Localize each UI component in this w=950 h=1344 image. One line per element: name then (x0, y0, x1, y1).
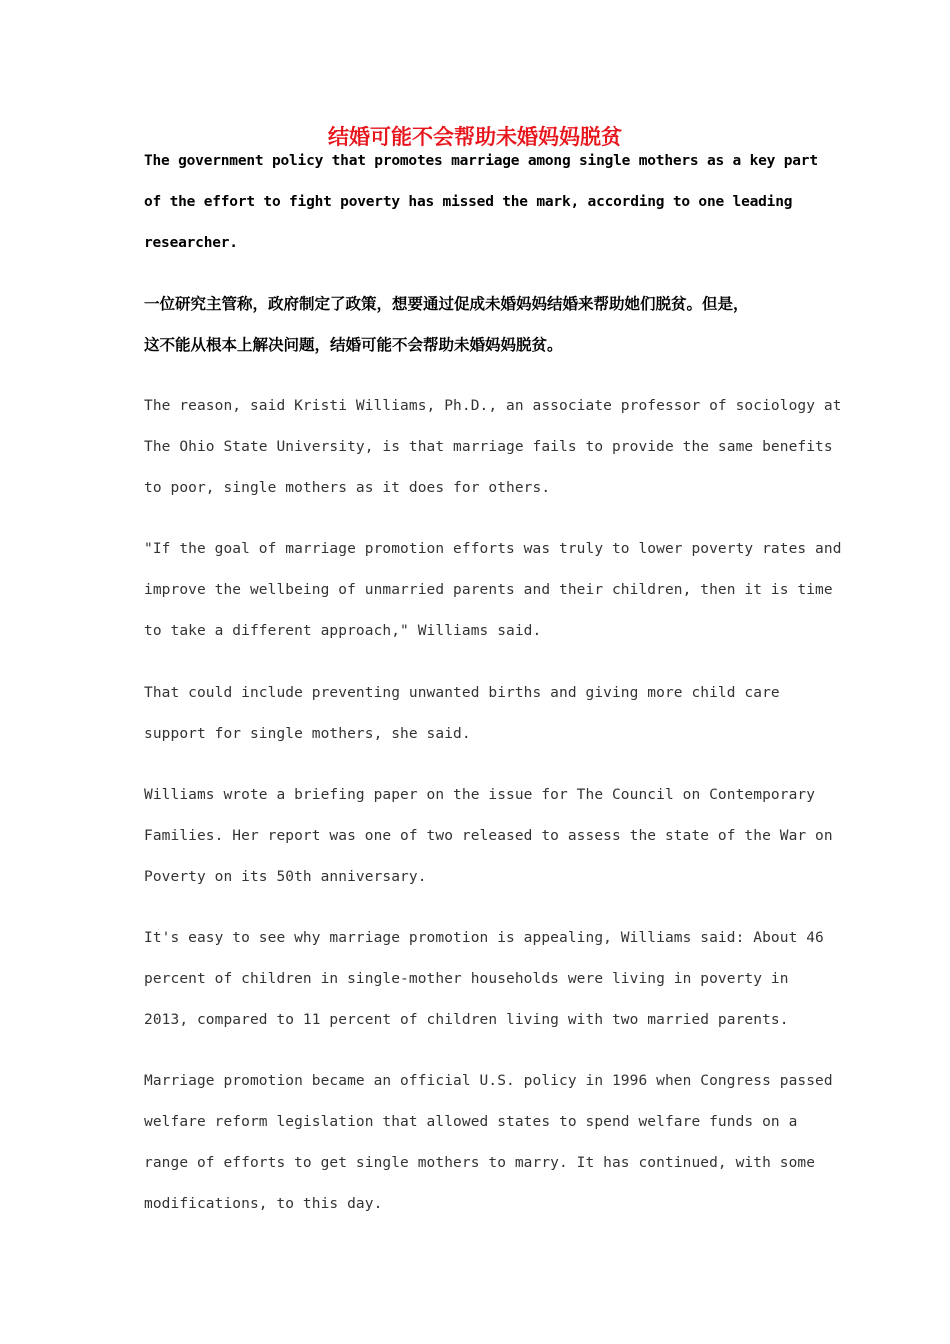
intro-chinese-paragraph (144, 284, 814, 366)
text-line: It's easy to see why marriage promotion is appealing, Williams said: About 46 (144, 930, 824, 946)
text-line: researcher. (144, 235, 238, 251)
body-paragraph (144, 918, 824, 1041)
body-paragraph (144, 1061, 833, 1225)
text-line: 一位研究主管称，政府制定了政策，想要通过促成未婚妈妈结婚来帮助她们脱贫。但是， (144, 295, 749, 313)
text-line: 2013, compared to 11 percent of children living with two married parents. (144, 1012, 789, 1028)
body-paragraph (144, 775, 833, 898)
text-line: to take a different approach," Williams said. (144, 623, 542, 639)
text-line: welfare reform legislation that allowed states to spend welfare funds on a (144, 1114, 798, 1130)
text-line: The reason, said Kristi Williams, Ph.D., an associate professor of sociology at (144, 398, 842, 414)
text-line: improve the wellbeing of unmarried parents and their children, then it is time (144, 582, 833, 598)
text-line: to poor, single mothers as it does for others. (144, 480, 551, 496)
document-title: 结婚可能不会帮助未婚妈妈脱贫 (328, 125, 622, 149)
text-line: support for single mothers, she said. (144, 726, 471, 742)
text-line: "If the goal of marriage promotion efforts was truly to lower poverty rates and (144, 541, 842, 557)
text-line: 这不能从根本上解决问题，结婚可能不会帮助未婚妈妈脱贫。 (144, 336, 563, 354)
intro-english-paragraph (144, 141, 818, 264)
text-line: of the effort to fight poverty has missed the mark, according to one leading (144, 194, 793, 210)
text-line: The government policy that promotes marriage among single mothers as a key part (144, 153, 818, 169)
body-paragraph (144, 529, 842, 652)
text-line: percent of children in single-mother households were living in poverty in (144, 971, 789, 987)
body-paragraph (144, 673, 814, 755)
text-line: That could include preventing unwanted births and giving more child care (144, 685, 780, 701)
text-line: Williams wrote a briefing paper on the issue for The Council on Contemporary (144, 787, 816, 803)
text-line: modifications, to this day. (144, 1196, 383, 1212)
text-line: The Ohio State University, is that marriage fails to provide the same benefits (144, 439, 833, 455)
body-paragraph (144, 386, 842, 509)
text-line: Poverty on its 50th anniversary. (144, 869, 427, 885)
text-line: Families. Her report was one of two released to assess the state of the War on (144, 828, 833, 844)
text-line: range of efforts to get single mothers to marry. It has continued, with some (144, 1155, 816, 1171)
text-line: Marriage promotion became an official U.S. policy in 1996 when Congress passed (144, 1073, 833, 1089)
